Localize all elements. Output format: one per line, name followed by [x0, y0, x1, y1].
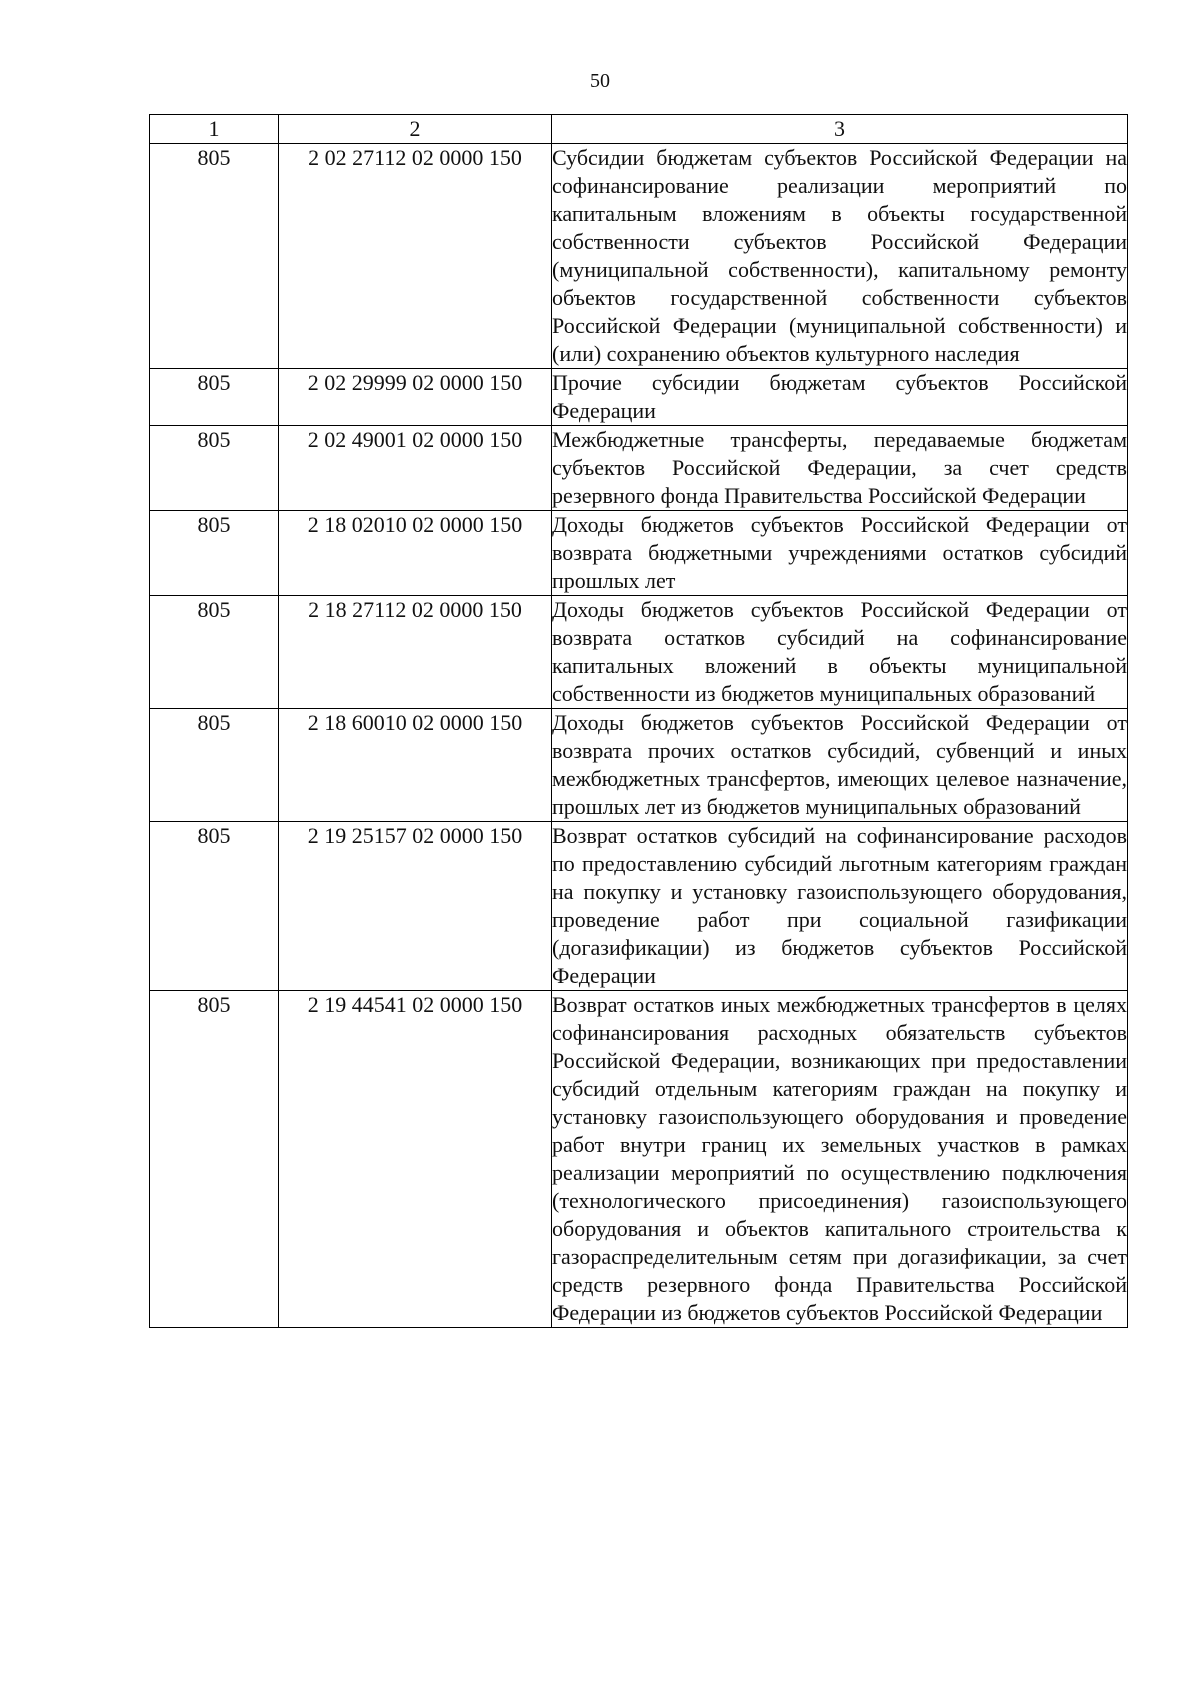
budget-code-cell: 2 19 44541 02 0000 150 — [279, 991, 552, 1328]
description-cell: Межбюджетные трансферты, передаваемые бюджетам субъектов Российской Федерации, за счет средств резервного фонда Правительства Российской Федерации — [552, 426, 1128, 511]
budget-code-cell: 2 18 27112 02 0000 150 — [279, 596, 552, 709]
table-header-row — [150, 115, 1128, 144]
table-row — [150, 511, 1128, 596]
admin-code-cell: 805 — [150, 511, 279, 596]
description-cell: Доходы бюджетов субъектов Российской Федерации от возврата прочих остатков субсидий, субвенций и иных межбюджетных трансфертов, имеющих целевое назначение, прошлых лет из бюджетов муниципальных образований — [552, 709, 1128, 822]
budget-code-cell: 2 02 49001 02 0000 150 — [279, 426, 552, 511]
description-cell: Прочие субсидии бюджетам субъектов Российской Федерации — [552, 369, 1128, 426]
table-row — [150, 369, 1128, 426]
budget-code-cell: 2 02 29999 02 0000 150 — [279, 369, 552, 426]
budget-codes-table — [149, 114, 1128, 1328]
column-header-1: 1 — [150, 115, 279, 144]
description-cell: Субсидии бюджетам субъектов Российской Федерации на софинансирование реализации мероприятий по капитальным вложениям в объекты государственной собственности субъектов Российской Федерации (муниципальной собственности), капитальному ремонту объектов государственной собственности субъектов Российской Федерации (муниципальной собственности) и (или) сохранению объектов культурного наследия — [552, 144, 1128, 369]
description-cell: Доходы бюджетов субъектов Российской Федерации от возврата остатков субсидий на софинансирование капитальных вложений в объекты муниципальной собственности из бюджетов муниципальных образований — [552, 596, 1128, 709]
admin-code-cell: 805 — [150, 709, 279, 822]
description-cell: Возврат остатков иных межбюджетных трансфертов в целях софинансирования расходных обязательств субъектов Российской Федерации, возникающих при предоставлении субсидий отдельным категориям граждан на покупку и установку газоиспользующего оборудования и проведение работ внутри границ их земельных участков в рамках реализации мероприятий по осуществлению подключения (технологического присоединения) газоиспользующего оборудования и объектов капитального строительства к газораспределительным сетям при догазификации, за счет средств резервного фонда Правительства Российской Федерации из бюджетов субъектов Российской Федерации — [552, 991, 1128, 1328]
table-row — [150, 426, 1128, 511]
column-header-3: 3 — [552, 115, 1128, 144]
table-row — [150, 822, 1128, 991]
table-row — [150, 991, 1128, 1328]
admin-code-cell: 805 — [150, 596, 279, 709]
admin-code-cell: 805 — [150, 991, 279, 1328]
table-row — [150, 596, 1128, 709]
column-header-2: 2 — [279, 115, 552, 144]
admin-code-cell: 805 — [150, 369, 279, 426]
table-row — [150, 144, 1128, 369]
table-row — [150, 709, 1128, 822]
page-number: 50 — [590, 70, 610, 92]
budget-code-cell: 2 18 60010 02 0000 150 — [279, 709, 552, 822]
description-cell: Доходы бюджетов субъектов Российской Федерации от возврата бюджетными учреждениями остатков субсидий прошлых лет — [552, 511, 1128, 596]
description-cell: Возврат остатков субсидий на софинансирование расходов по предоставлению субсидий льготным категориям граждан на покупку и установку газоиспользующего оборудования, проведение работ при социальной газификации (догазификации) из бюджетов субъектов Российской Федерации — [552, 822, 1128, 991]
budget-code-cell: 2 02 27112 02 0000 150 — [279, 144, 552, 369]
budget-code-cell: 2 19 25157 02 0000 150 — [279, 822, 552, 991]
admin-code-cell: 805 — [150, 426, 279, 511]
budget-code-cell: 2 18 02010 02 0000 150 — [279, 511, 552, 596]
admin-code-cell: 805 — [150, 822, 279, 991]
admin-code-cell: 805 — [150, 144, 279, 369]
